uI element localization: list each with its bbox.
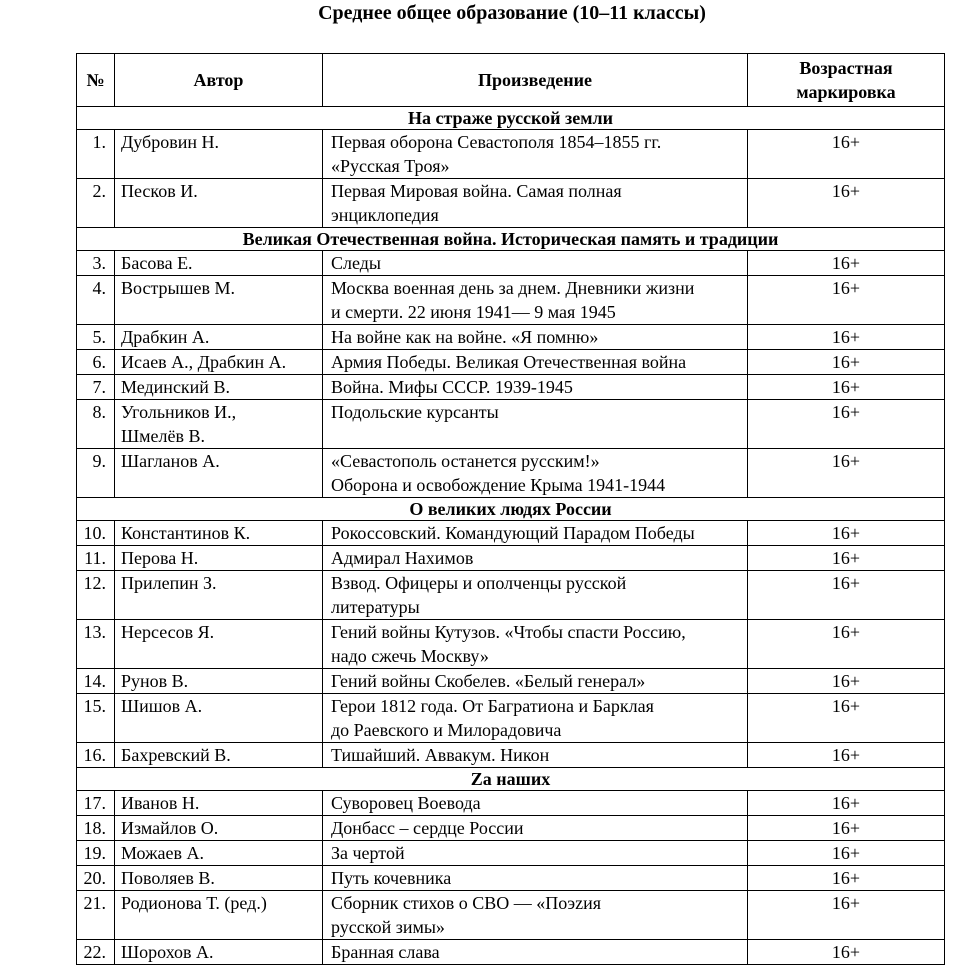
work-cell <box>323 866 748 891</box>
author-cell <box>115 325 323 350</box>
work-cell <box>323 620 748 669</box>
work-cell <box>323 449 748 498</box>
work-line: русской зимы» <box>331 917 445 937</box>
work-cell <box>323 325 748 350</box>
author-cell <box>115 620 323 669</box>
author-line: Рунов В. <box>121 671 189 691</box>
row-number: 9. <box>77 449 115 498</box>
work-line: «Русская Троя» <box>331 156 450 176</box>
work-line: Оборона и освобождение Крыма 1941-1944 <box>331 475 666 495</box>
row-number: 19. <box>77 841 115 866</box>
table-row <box>77 375 945 400</box>
row-number: 18. <box>77 816 115 841</box>
table-header-row <box>77 54 945 107</box>
section-row <box>77 107 945 130</box>
row-number: 17. <box>77 791 115 816</box>
author-cell <box>115 841 323 866</box>
row-number: 15. <box>77 694 115 743</box>
table-row <box>77 546 945 571</box>
author-line: Измайлов О. <box>121 818 219 838</box>
work-cell <box>323 350 748 375</box>
author-line: Бахревский В. <box>121 745 231 765</box>
header-age <box>748 54 945 107</box>
row-number: 5. <box>77 325 115 350</box>
work-cell <box>323 791 748 816</box>
age-rating: 16+ <box>748 179 945 228</box>
author-line: Драбкин А. <box>121 327 210 347</box>
work-line: Гений войны Кутузов. «Чтобы спасти Россию, <box>331 622 686 642</box>
row-number: 12. <box>77 571 115 620</box>
row-number: 3. <box>77 251 115 276</box>
author-line: Шорохов А. <box>121 942 214 962</box>
author-line: Песков И. <box>121 181 198 201</box>
work-line: Герои 1812 года. От Багратиона и Барклая <box>331 696 654 716</box>
work-line: Бранная слава <box>331 942 440 962</box>
work-line: Первая оборона Севастополя 1854–1855 гг. <box>331 132 662 152</box>
work-line: Путь кочевника <box>331 868 452 888</box>
work-line: Рокоссовский. Командующий Парадом Победы <box>331 523 695 543</box>
work-line: Война. Мифы СССР. 1939-1945 <box>331 377 573 397</box>
author-line: Исаев А., Драбкин А. <box>121 352 287 372</box>
author-cell <box>115 521 323 546</box>
table-row <box>77 791 945 816</box>
table-row <box>77 325 945 350</box>
work-line: до Раевского и Милорадовича <box>331 720 562 740</box>
table-row <box>77 816 945 841</box>
author-line: Шмелёв В. <box>121 426 206 446</box>
author-line: Мединский В. <box>121 377 230 397</box>
author-cell <box>115 179 323 228</box>
author-line: Вострышев М. <box>121 278 235 298</box>
section-title: Zа наших <box>77 768 945 791</box>
work-line: надо сжечь Москву» <box>331 646 489 666</box>
author-cell <box>115 546 323 571</box>
work-line: энциклопедия <box>331 205 439 225</box>
author-line: Перова Н. <box>121 548 199 568</box>
section-title: О великих людях России <box>77 498 945 521</box>
age-rating: 16+ <box>748 791 945 816</box>
work-line: и смерти. 22 июня 1941— 9 мая 1945 <box>331 302 616 322</box>
row-number: 10. <box>77 521 115 546</box>
table-row <box>77 400 945 449</box>
work-line: литературы <box>331 597 420 617</box>
table-row <box>77 620 945 669</box>
age-rating: 16+ <box>748 620 945 669</box>
work-cell <box>323 816 748 841</box>
author-cell <box>115 571 323 620</box>
age-rating: 16+ <box>748 251 945 276</box>
age-rating: 16+ <box>748 400 945 449</box>
header-author: Автор <box>115 54 323 107</box>
work-line: Гений войны Скобелев. «Белый генерал» <box>331 671 646 691</box>
author-cell <box>115 375 323 400</box>
age-rating: 16+ <box>748 940 945 965</box>
row-number: 21. <box>77 891 115 940</box>
work-line: Первая Мировая война. Самая полная <box>331 181 622 201</box>
author-line: Басова Е. <box>121 253 193 273</box>
section-row <box>77 228 945 251</box>
work-cell <box>323 521 748 546</box>
work-line: Донбасс – сердце России <box>331 818 524 838</box>
author-cell <box>115 743 323 768</box>
work-cell <box>323 743 748 768</box>
work-line: Тишайший. Аввакум. Никон <box>331 745 550 765</box>
author-cell <box>115 130 323 179</box>
table-row <box>77 694 945 743</box>
section-title: Великая Отечественная война. Историческая память и традиции <box>77 228 945 251</box>
work-line: Армия Победы. Великая Отечественная война <box>331 352 687 372</box>
age-rating: 16+ <box>748 350 945 375</box>
work-cell <box>323 669 748 694</box>
author-line: Поволяев В. <box>121 868 215 888</box>
row-number: 7. <box>77 375 115 400</box>
table-row <box>77 521 945 546</box>
author-line: Шагланов А. <box>121 451 220 471</box>
work-cell <box>323 251 748 276</box>
row-number: 4. <box>77 276 115 325</box>
row-number: 14. <box>77 669 115 694</box>
age-rating: 16+ <box>748 276 945 325</box>
table-row <box>77 940 945 965</box>
page-title: Среднее общее образование (10–11 классы) <box>318 2 706 24</box>
author-cell <box>115 866 323 891</box>
work-cell <box>323 179 748 228</box>
table-row <box>77 866 945 891</box>
author-line: Угольников И., <box>121 402 237 422</box>
row-number: 11. <box>77 546 115 571</box>
author-cell <box>115 816 323 841</box>
age-rating: 16+ <box>748 449 945 498</box>
work-line: «Севастополь останется русским!» <box>331 451 600 471</box>
author-cell <box>115 694 323 743</box>
work-cell <box>323 841 748 866</box>
table-row <box>77 669 945 694</box>
author-cell <box>115 400 323 449</box>
author-line: Шишов А. <box>121 696 203 716</box>
book-list-table <box>76 53 945 965</box>
row-number: 8. <box>77 400 115 449</box>
author-line: Родионова Т. (ред.) <box>121 893 267 913</box>
age-rating: 16+ <box>748 521 945 546</box>
table-row <box>77 743 945 768</box>
work-line: Суворовец Воевода <box>331 793 481 813</box>
table-row <box>77 571 945 620</box>
work-cell <box>323 400 748 449</box>
author-line: Нерсесов Я. <box>121 622 215 642</box>
row-number: 1. <box>77 130 115 179</box>
table-row <box>77 449 945 498</box>
table-body <box>77 107 945 965</box>
work-cell <box>323 571 748 620</box>
author-line: Дубровин Н. <box>121 132 219 152</box>
age-rating: 16+ <box>748 669 945 694</box>
work-line: Адмирал Нахимов <box>331 548 474 568</box>
age-rating: 16+ <box>748 325 945 350</box>
work-line: На войне как на войне. «Я помню» <box>331 327 599 347</box>
age-rating: 16+ <box>748 816 945 841</box>
table-row <box>77 891 945 940</box>
table-row <box>77 179 945 228</box>
table-row <box>77 130 945 179</box>
work-cell <box>323 130 748 179</box>
row-number: 2. <box>77 179 115 228</box>
author-line: Можаев А. <box>121 843 205 863</box>
section-row <box>77 498 945 521</box>
age-rating: 16+ <box>748 375 945 400</box>
author-cell <box>115 940 323 965</box>
row-number: 20. <box>77 866 115 891</box>
header-age-line2: маркировка <box>796 82 896 102</box>
section-row <box>77 768 945 791</box>
work-cell <box>323 375 748 400</box>
author-cell <box>115 251 323 276</box>
work-cell <box>323 546 748 571</box>
age-rating: 16+ <box>748 130 945 179</box>
section-title: На страже русской земли <box>77 107 945 130</box>
row-number: 16. <box>77 743 115 768</box>
age-rating: 16+ <box>748 694 945 743</box>
author-cell <box>115 350 323 375</box>
work-cell <box>323 694 748 743</box>
row-number: 6. <box>77 350 115 375</box>
work-cell <box>323 891 748 940</box>
age-rating: 16+ <box>748 866 945 891</box>
row-number: 13. <box>77 620 115 669</box>
age-rating: 16+ <box>748 891 945 940</box>
header-age-line1: Возрастная <box>799 58 893 78</box>
table-row <box>77 251 945 276</box>
table-row <box>77 350 945 375</box>
table-row <box>77 841 945 866</box>
header-num: № <box>77 54 115 107</box>
author-cell <box>115 276 323 325</box>
work-line: Взвод. Офицеры и ополченцы русской <box>331 573 627 593</box>
author-line: Иванов Н. <box>121 793 200 813</box>
author-cell <box>115 669 323 694</box>
age-rating: 16+ <box>748 841 945 866</box>
table-row <box>77 276 945 325</box>
work-line: Москва военная день за днем. Дневники жизни <box>331 278 695 298</box>
row-number: 22. <box>77 940 115 965</box>
age-rating: 16+ <box>748 571 945 620</box>
work-line: За чертой <box>331 843 405 863</box>
author-cell <box>115 449 323 498</box>
work-cell <box>323 276 748 325</box>
age-rating: 16+ <box>748 743 945 768</box>
author-line: Прилепин З. <box>121 573 217 593</box>
author-cell <box>115 891 323 940</box>
header-work: Произведение <box>323 54 748 107</box>
age-rating: 16+ <box>748 546 945 571</box>
author-line: Константинов К. <box>121 523 251 543</box>
author-cell <box>115 791 323 816</box>
work-line: Сборник стихов о СВО — «Поэzия <box>331 893 602 913</box>
work-cell <box>323 940 748 965</box>
work-line: Подольские курсанты <box>331 402 499 422</box>
work-line: Следы <box>331 253 381 273</box>
